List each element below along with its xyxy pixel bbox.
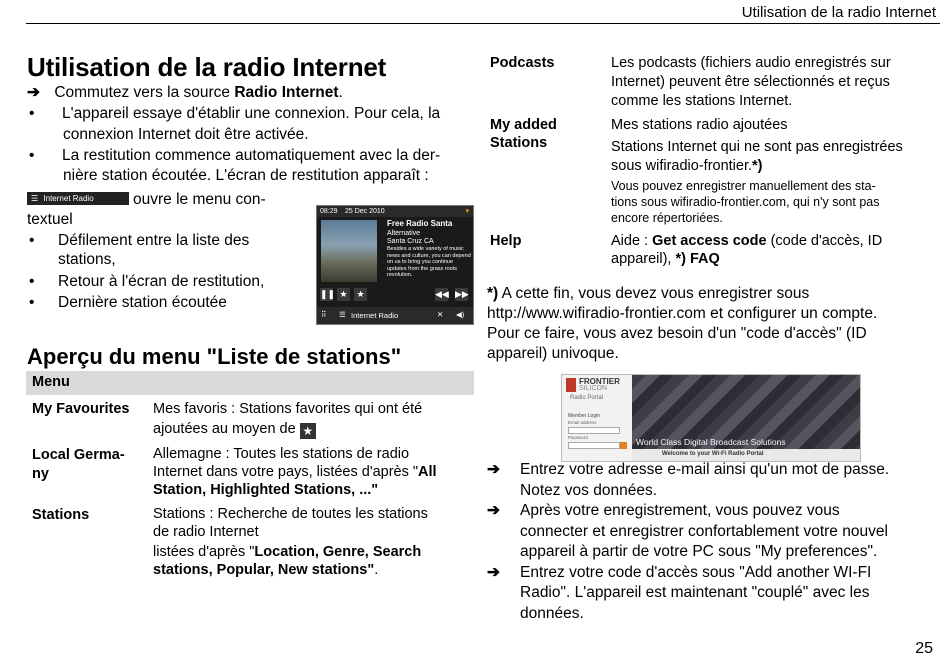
menu-icon: ☰ [339, 310, 346, 319]
row-value-added-cont: Stations Internet qui ne sont pas enregistrées [611, 139, 903, 155]
frontier-logo-icon [566, 378, 576, 392]
step-switch-source: ➔ Commutez vers la source Radio Internet. [27, 84, 343, 101]
arrow-icon: ➔ [487, 564, 500, 581]
bullet-icon: • [29, 294, 35, 311]
row-label-added-cont: Stations [490, 135, 548, 151]
menu-item-scroll: • Défilement entre la liste des [29, 232, 250, 249]
station-info: Free Radio Santa Alternative Santa Cruz CA Besides a wide variety of music news and culture, you can depend on us to bring you continue updates from the grass roots revolution. [387, 219, 471, 278]
footnote: *) A cette fin, vous devez vous enregistrer sous [487, 285, 810, 302]
row-label-favourites: My Favourites [32, 401, 130, 417]
footnote-cont3: appareil) univoque. [487, 345, 619, 362]
menu-opens-text: ouvre le menu con- [133, 191, 266, 208]
menu-opens-text-cont: textuel [27, 211, 73, 228]
screen-controls [317, 286, 473, 302]
step-enter-code-cont2: données. [520, 605, 584, 622]
wifi-icon: ▾ [465, 208, 469, 215]
row-value-favourites: Mes favoris : Stations favorites qui ont été [153, 401, 423, 417]
row-note-added: Vous pouvez enregistrer manuellement des sta- [611, 179, 876, 193]
arrow-icon: ➔ [27, 84, 40, 101]
row-value-help: Aide : Get access code (code d'accès, ID [611, 233, 883, 249]
forward-icon: ▶▶ [455, 289, 469, 299]
section-title: Utilisation de la radio Internet [27, 52, 387, 82]
row-value-stations-cont3: stations, Popular, New stations". [153, 562, 379, 578]
row-value-help-cont: appareil), *) FAQ [611, 251, 720, 267]
arrow-icon: ➔ [487, 461, 500, 478]
bullet-connect: • L'appareil essaye d'établir une connexion. Pour cela, la [29, 105, 441, 122]
star-icon: ★ [354, 288, 367, 301]
step-after-registration: ➔ Après votre enregistrement, vous pouvez vous [487, 502, 840, 519]
pause-icon: ❚❚ [320, 289, 336, 299]
rewind-icon: ◀◀ [435, 289, 449, 299]
row-label-added: My added [490, 117, 557, 133]
row-value-added: Mes stations radio ajoutées [611, 117, 788, 133]
bullet-icon: • [29, 105, 35, 122]
volume-icon: ◀) [456, 310, 465, 319]
close-icon: ✕ [437, 310, 444, 319]
row-value-local-cont: Internet dans votre pays, listées d'après "All [153, 464, 437, 480]
row-label-local-cont: ny [32, 466, 49, 482]
step-enter-code: ➔ Entrez votre code d'accès sous "Add another WI-FI [487, 564, 872, 581]
star-icon: ★ [337, 288, 350, 301]
screen-status-bar: 08:29 25 Dec 2010 ▾ [317, 206, 473, 217]
arrow-icon: ➔ [487, 502, 500, 519]
bullet-playback: • La restitution commence automatiquement avec la der- [29, 147, 441, 164]
row-value-stations-cont: de radio Internet [153, 524, 259, 540]
menu-item-scroll-cont: stations, [58, 251, 116, 268]
portal-password-field [568, 442, 620, 449]
menu-item-last: • Dernière station écoutée [29, 294, 227, 311]
bullet-connect-cont: connexion Internet doit être activée. [63, 126, 309, 143]
row-value-podcasts: Les podcasts (fichiers audio enregistrés sur [611, 55, 891, 71]
star-icon: ★ [300, 423, 316, 439]
menu-icon: ☰ [31, 194, 39, 203]
menu-item-return: • Retour à l'écran de restitution, [29, 273, 265, 290]
menu-table-header: Menu [26, 371, 474, 395]
step-after-registration-cont2: appareil à partir de votre PC sous "My preferences". [520, 543, 878, 560]
bullet-icon: • [29, 147, 35, 164]
row-value-local: Allemagne : Toutes les stations de radio [153, 446, 410, 462]
header-rule [26, 23, 940, 24]
running-header: Utilisation de la radio Internet [741, 4, 936, 21]
step-enter-email-cont: Notez vos données. [520, 482, 658, 499]
station-image [321, 220, 377, 282]
overview-title: Aperçu du menu "Liste de stations" [27, 344, 402, 369]
bullet-playback-cont: nière station écoutée. L'écran de restitution apparaît : [63, 167, 429, 184]
portal-banner: World Class Digital Broadcast Solutions Welcome to your Wi-Fi Radio Portal [632, 375, 860, 461]
row-value-favourites-cont: ajoutées au moyen de ★ [153, 420, 316, 439]
row-value-added-cont2: sous wifiradio-frontier.*) [611, 158, 763, 174]
step-enter-email: ➔ Entrez votre adresse e-mail ainsi qu'un mot de passe. [487, 461, 890, 478]
bullet-icon: • [29, 273, 35, 290]
row-label-stations: Stations [32, 507, 90, 523]
radio-portal-screenshot [561, 374, 861, 462]
row-value-stations-cont2: listées d'après "Location, Genre, Search [153, 544, 422, 560]
row-note-added-cont: tions sous wifiradio-frontier.com, qui n'y sont pas [611, 195, 880, 209]
row-label-podcasts: Podcasts [490, 55, 555, 71]
row-label-help: Help [490, 233, 522, 249]
portal-login-button [620, 442, 627, 449]
row-value-stations: Stations : Recherche de toutes les stations [153, 506, 428, 522]
footnote-cont: http://www.wifiradio-frontier.com et configurer un compte. [487, 305, 878, 322]
row-note-added-cont2: encore répertoriées. [611, 211, 723, 225]
row-value-podcasts-cont: Internet) peuvent être sélectionnés et reçus [611, 74, 890, 90]
footnote-cont2: Pour ce faire, vous avez besoin d'un "code d'accès" (ID [487, 325, 867, 342]
step-after-registration-cont: connecter et enregistrer confortablement votre nouvel [520, 523, 888, 540]
portal-login-panel: FRONTIER SILICON Radio Portal Member Login Email address Password [562, 375, 632, 461]
internet-radio-menu-button: ☰ Internet Radio [27, 192, 129, 205]
playback-screen [316, 205, 474, 325]
row-value-podcasts-cont2: comme les stations Internet. [611, 93, 793, 109]
grid-icon: ⠿ [321, 310, 327, 319]
row-label-local: Local Germa- [32, 447, 125, 463]
screen-bottom-bar: ⠿ ☰ Internet Radio ✕ ◀) [317, 307, 473, 324]
bullet-icon: • [29, 232, 35, 249]
page-number: 25 [915, 640, 933, 657]
step-enter-code-cont: Radio". L'appareil est maintenant "couplé" avec les [520, 584, 870, 601]
row-value-local-cont2: Station, Highlighted Stations, ..." [153, 482, 379, 498]
portal-email-field [568, 427, 620, 434]
